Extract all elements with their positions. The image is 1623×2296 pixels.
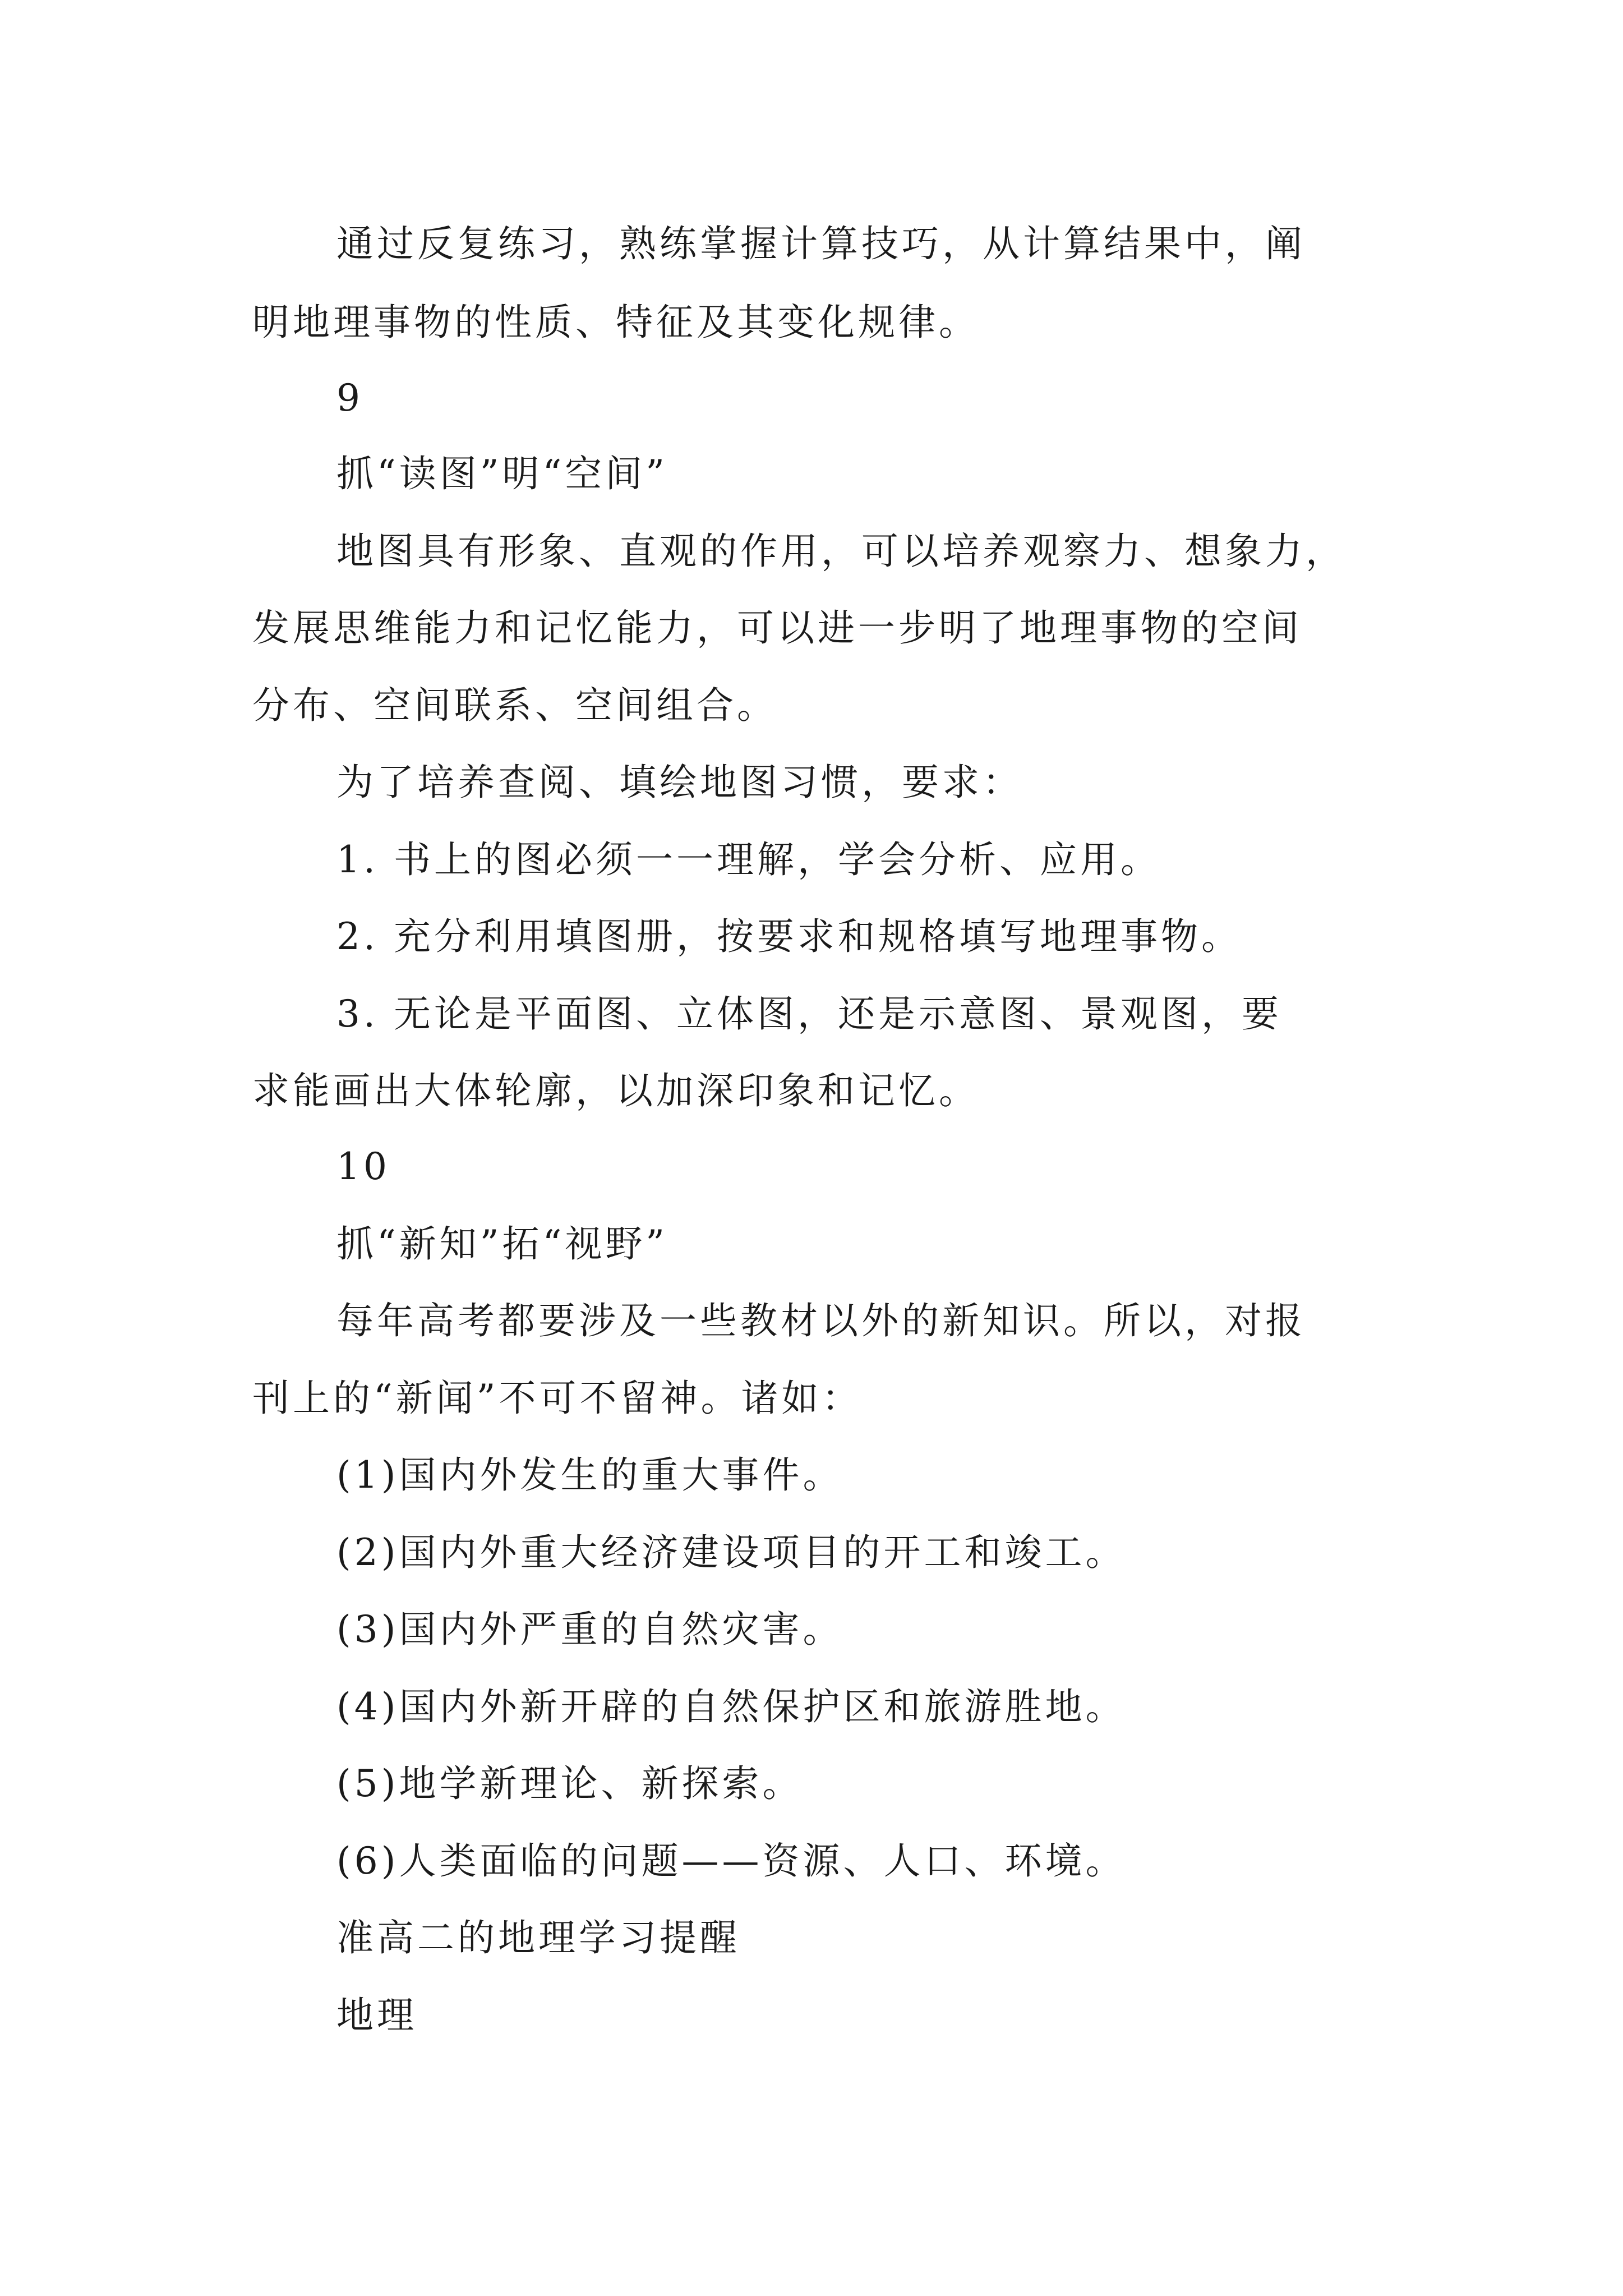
paragraph-line: 分布、空间联系、空间组合。 <box>252 684 777 727</box>
section-number: 9 <box>336 376 363 420</box>
paragraph-line: 求能画出大体轮廓，以加深印象和记忆。 <box>252 1069 979 1112</box>
list-item: (6)人类面临的问题——资源、人口、环境。 <box>336 1839 1126 1883</box>
list-item: (3)国内外严重的自然灾害。 <box>336 1608 843 1651</box>
paragraph-line: 每年高考都要涉及一些教材以外的新知识。所以，对报 <box>336 1299 1306 1342</box>
list-item: 2. 充分利用填图册，按要求和规格填写地理事物。 <box>336 915 1242 958</box>
section-number: 10 <box>336 1145 390 1188</box>
paragraph-line: 地理 <box>336 1994 417 2037</box>
paragraph-line: 地图具有形象、直观的作用，可以培养观察力、想象力， <box>336 530 1346 573</box>
list-item: 3. 无论是平面图、立体图，还是示意图、景观图，要 <box>336 992 1282 1036</box>
section-heading: 抓“新知”拓“视野” <box>336 1222 668 1266</box>
paragraph-line: 通过反复练习，熟练掌握计算技巧，从计算结果中，阐 <box>336 222 1306 265</box>
paragraph-line: 刊上的“新闻”不可不留神。诸如： <box>252 1377 863 1420</box>
paragraph-line: 为了培养查阅、填绘地图习惯，要求： <box>336 761 1023 804</box>
list-item: (1)国内外发生的重大事件。 <box>336 1453 843 1497</box>
section-heading: 抓“读图”明“空间” <box>336 452 668 495</box>
list-item: (4)国内外新开辟的自然保护区和旅游胜地。 <box>336 1685 1126 1728</box>
section-heading: 准高二的地理学习提醒 <box>336 1916 740 1959</box>
list-item: (5)地学新理论、新探索。 <box>336 1762 803 1805</box>
list-item: 1. 书上的图必须一一理解，学会分析、应用。 <box>336 838 1161 881</box>
list-item: (2)国内外重大经济建设项目的开工和竣工。 <box>336 1531 1126 1574</box>
paragraph-line: 发展思维能力和记忆能力，可以进一步明了地理事物的空间 <box>252 606 1302 650</box>
paragraph-line: 明地理事物的性质、特征及其变化规律。 <box>252 301 979 344</box>
